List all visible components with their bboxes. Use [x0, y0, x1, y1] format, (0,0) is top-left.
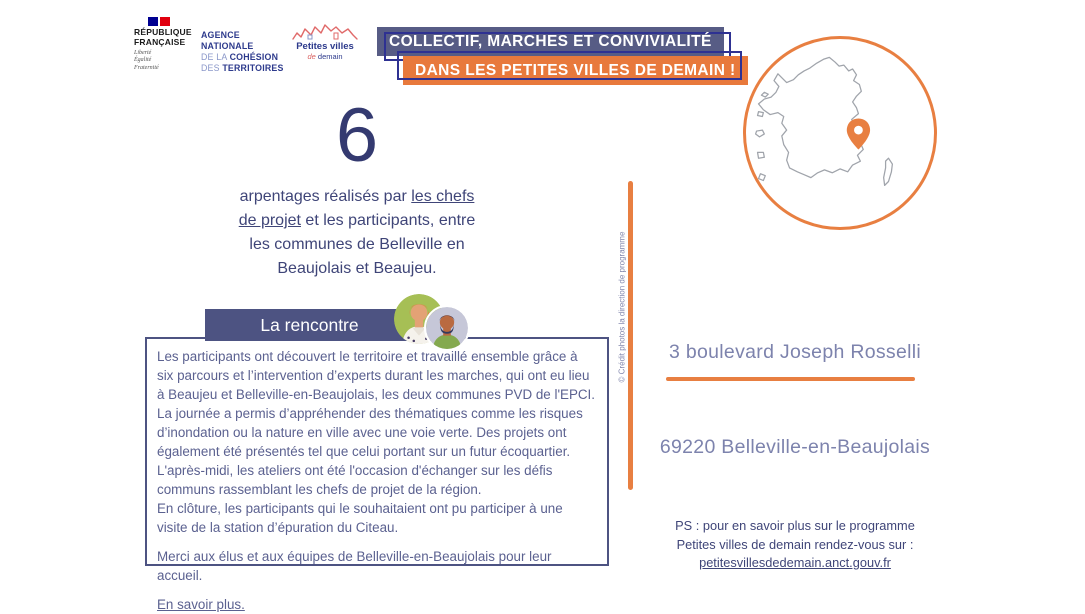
rf-motto-line3: Fraternité — [134, 65, 159, 72]
banner-top: COLLECTIF, MARCHES ET CONVIVIALITÉ — [377, 27, 724, 56]
thanks-text: Merci aux élus et aux équipes de Belleville-en-Beaujolais pour leur accueil. — [157, 549, 552, 584]
stat-number: 6 — [335, 93, 379, 178]
more-link[interactable]: En savoir plus. — [157, 597, 245, 613]
rencontre-label: La rencontre — [205, 309, 414, 341]
pvd-website-link[interactable]: petitesvillesdedemain.anct.gouv.fr — [699, 555, 891, 571]
photo-credit: © Crédit photos la direction de programme — [617, 231, 627, 383]
ps-line-1: PS : pour en savoir plus sur le programme — [675, 518, 915, 533]
rencontre-paragraph-1: Les participants ont découvert le territoire et travaillé ensemble grâce à six parcours et l’intervention d’experts durant les marches, qui ont eu lieu à Beaujeu et Belleville-en-Beaujolais, les deux communes PVD de l'EPCI. La journée a permis d’appréhender des thématiques comme les risques d’inondation ou la nature en ville avec une voie verte. Des projets ont également été présentés tel que celui portant sur un futur écoquartier. L'après-midi, les ateliers ont été l'occasion d'échanger sur les défis communs rassemblant les chefs de projet de la région. — [157, 349, 595, 498]
rf-motto-line1: Liberté — [134, 49, 152, 56]
banner-bottom: DANS LES PETITES VILLES DE DEMAIN ! — [403, 56, 748, 85]
anct-line4: DES TERRITOIRES — [201, 62, 284, 73]
rf-name-line2: FRANÇAISE — [134, 36, 186, 47]
vertical-divider — [628, 181, 633, 490]
france-map-circle — [743, 36, 937, 230]
pvd-title: Petites villes — [296, 41, 354, 52]
french-flag-icon — [148, 17, 200, 26]
anct-line1: AGENCE — [201, 30, 240, 40]
rencontre-paragraph-2: En clôture, les participants qui le souhaitaient ont pu participer à une visite de la station d’épuration du Citeau. — [157, 501, 563, 536]
avatar-man — [424, 305, 470, 351]
stat-description: arpentages réalisés par les chefs de projet et les participants, entre les communes de Belleville en Beaujolais et Beaujeu. — [238, 188, 476, 277]
france-map — [743, 36, 937, 230]
village-rooftops-icon — [290, 20, 360, 42]
location-pin-icon — [847, 118, 870, 149]
anct-line2: NATIONALE — [201, 40, 254, 51]
ps-line-2: Petites villes de demain rendez-vous sur : — [676, 536, 914, 552]
anct-logo — [201, 30, 284, 74]
rf-motto-line2: Égalité — [134, 57, 152, 64]
pvd-subtitle: de demain — [307, 52, 343, 62]
address-line-2: 69220 Belleville-en-Beaujolais — [659, 436, 931, 458]
chefs-de-projet-link[interactable]: les chefs de projet — [238, 188, 475, 229]
rf-name-line1: RÉPUBLIQUE — [134, 27, 192, 37]
address-line-1: 3 boulevard Joseph Rosselli — [669, 341, 921, 363]
anct-line3: DE LA COHÉSION — [201, 51, 279, 62]
republique-francaise-logo — [134, 17, 200, 73]
ps-note — [645, 517, 945, 573]
address-underline — [666, 377, 915, 381]
rencontre-box — [145, 337, 609, 613]
petites-villes-de-demain-logo — [287, 20, 363, 61]
